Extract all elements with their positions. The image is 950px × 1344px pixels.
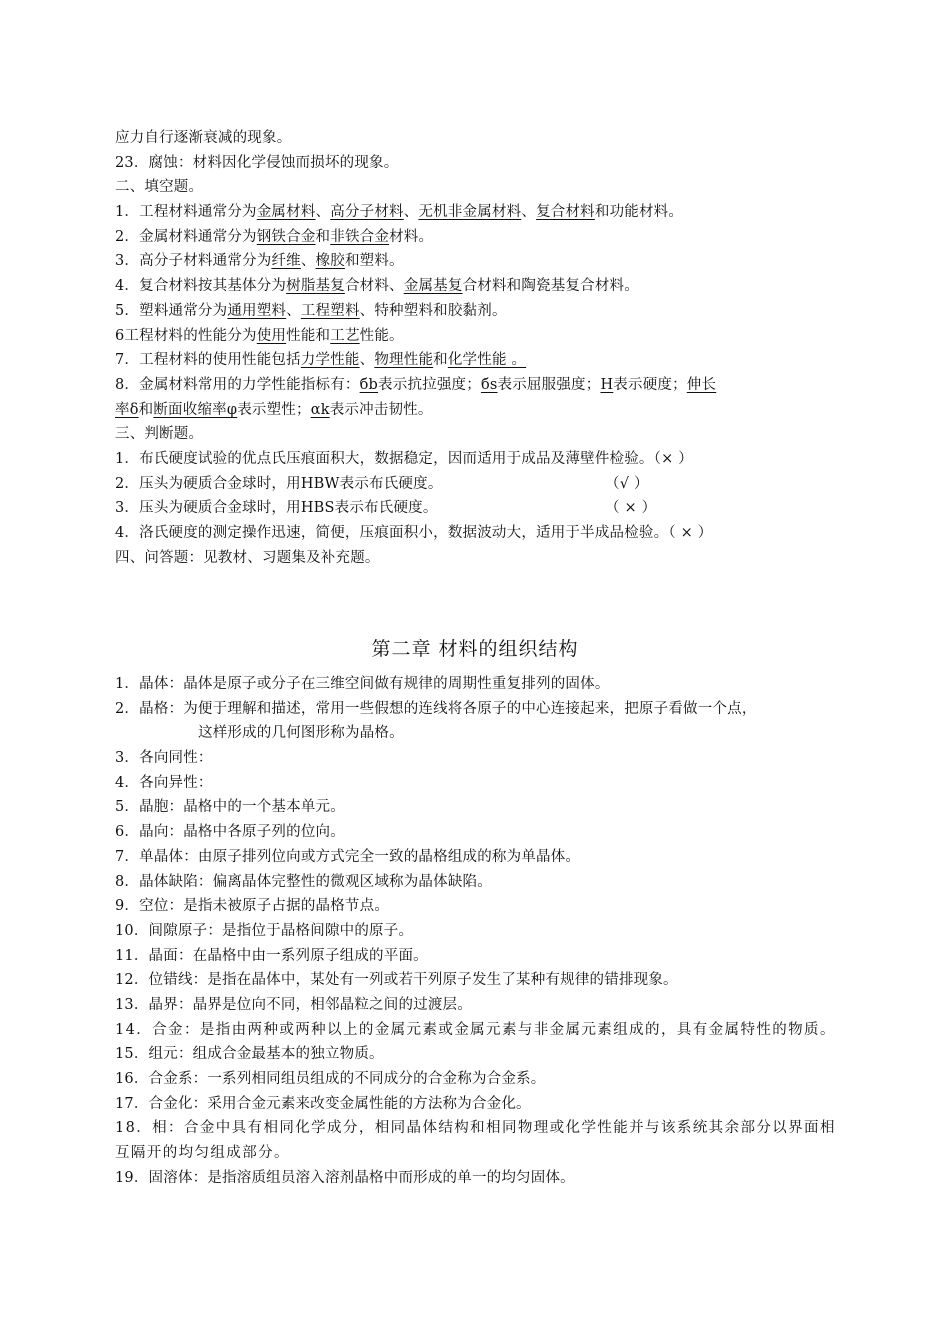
fill-answer: 工程塑料: [300, 302, 360, 319]
fill-answer: 力学性能: [300, 352, 360, 369]
definition-item: 7．单晶体：由原子排列位向或方式完全一致的晶格组成的称为单晶体。: [115, 848, 581, 865]
text-line: 应力自行逐渐衰减的现象。: [115, 130, 292, 146]
fill-answer: H: [600, 376, 614, 393]
definition-item: 9．空位：是指未被原子占据的晶格节点。: [115, 898, 390, 915]
judge-question-1: 1．布氏硬度试验的优点氏压痕面积大，数据稳定，因而适用于成品及薄壁件检验。（× ）: [115, 450, 693, 467]
fill-answer: 伸长: [686, 376, 717, 393]
judge-mark: （ × ）: [605, 500, 657, 517]
fill-answer: 使用: [256, 327, 287, 344]
fill-question-7: 7．工程材料的使用性能包括力学性能、物理性能和化学性能 。: [115, 352, 527, 369]
section-heading: 三、判断题。: [115, 426, 204, 443]
fill-answer: αk: [310, 401, 330, 418]
fill-answer: 高分子材料: [330, 204, 404, 221]
definition-item: 15．组元：组成合金最基本的独立物质。: [115, 1046, 384, 1063]
definition-item: 5．晶胞：晶格中的一个基本单元。: [115, 799, 345, 816]
fill-question-5: 5．塑料通常分为通用塑料、工程塑料、特种塑料和胶黏剂。: [115, 302, 507, 319]
fill-question-1: 1．工程材料通常分为金属材料、高分子材料、无机非金属材料、复合材料和功能材料。: [115, 204, 684, 221]
judge-question-2: 2．压头为硬质合金球时，用HBW表示布氏硬度。 （√ ）: [115, 475, 649, 492]
fill-answer: 无机非金属材料: [418, 204, 522, 221]
definition-item: 11．晶面：在晶格中由一系列原子组成的平面。: [115, 947, 428, 964]
fill-answer: 物理性能: [374, 352, 434, 369]
fill-answer: бb: [359, 376, 379, 393]
fill-question-8: 8．金属材料常用的力学性能指标有：бb表示抗拉强度；бs表示屈服强度；H表示硬度；伸长: [115, 376, 717, 393]
judge-mark: （× ）: [653, 450, 693, 467]
section-heading: 四、问答题：见教材、习题集及补充题。: [115, 549, 380, 566]
section-heading: 二、填空题。: [115, 179, 204, 196]
definition-item: 8．晶体缺陷：偏离晶体完整性的微观区域称为晶体缺陷。: [115, 873, 492, 890]
fill-answer: 钢铁合金: [256, 228, 316, 245]
fill-question-8-cont: 率δ和断面收缩率φ表示塑性；αk表示冲击韧性。: [115, 401, 433, 418]
definition-item: 6．晶向：晶格中各原子列的位向。: [115, 824, 345, 841]
definition-item: 17．合金化：采用合金元素来改变金属性能的方法称为合金化。: [115, 1095, 531, 1112]
fill-answer: 橡胶: [315, 253, 345, 270]
chapter1-answers: [115, 126, 850, 570]
chapter2-definitions: [115, 672, 850, 1190]
judge-question-3: 3．压头为硬质合金球时，用HBS表示布氏硬度。 （ × ）: [115, 500, 657, 517]
fill-answer: 树脂基复: [286, 278, 345, 295]
fill-answer: 非铁合金: [330, 228, 390, 245]
fill-question-3: 3．高分子材料通常分为纤维、橡胶和塑料。: [115, 253, 404, 270]
definition-item-cont: 这样形成的几何图形称为晶格。: [198, 725, 404, 742]
judge-question-4: 4．洛氏硬度的测定操作迅速，简便，压痕面积小，数据波动大，适用于半成品检验。（ × ）: [115, 525, 713, 541]
definition-item: 10．间隙原子：是指位于晶格间隙中的原子。: [115, 922, 414, 939]
definition-item: 1．晶体：晶体是原子或分子在三维空间做有规律的周期性重复排列的固体。: [115, 676, 610, 692]
text-line: 23．腐蚀：材料因化学侵蚀而损坏的现象。: [115, 154, 399, 171]
definition-item: 3．各向同性：: [115, 750, 213, 767]
definition-item: 18．相：合金中具有相同化学成分，相同晶体结构和相同物理或化学性能并与该系统其余部分以界面相互隔开的均匀组成部分。: [115, 1120, 836, 1162]
judge-mark: （√ ）: [605, 475, 649, 492]
chapter-title: 第二章 材料的组织结构: [371, 638, 579, 660]
fill-question-4: 4．复合材料按其基体分为树脂基复合材料、金属基复合材料和陶瓷基复合材料。: [115, 278, 639, 295]
fill-answer: 纤维: [271, 253, 301, 270]
definition-item: 12．位错线：是指在晶体中，某处有一列或若干列原子发生了某种有规律的错排现象。: [115, 972, 678, 989]
fill-question-2: 2．金属材料通常分为钢铁合金和非铁合金材料。: [115, 228, 434, 245]
definition-item: 13．晶界：晶界是位向不同，相邻晶粒之间的过渡层。: [115, 996, 472, 1013]
definition-item: 19．固溶体：是指溶质组员溶入溶剂晶格中而形成的单一的均匀固体。: [115, 1169, 575, 1186]
fill-answer: 工艺: [330, 327, 360, 344]
definition-item: 2．晶格：为便于理解和描述，常用一些假想的连线将各原子的中心连接起来，把原子看做一个点，: [115, 700, 757, 717]
judge-mark: （ × ）: [668, 525, 713, 541]
fill-question-6: 6工程材料的性能分为使用性能和工艺性能。: [115, 327, 404, 344]
fill-answer: 复合材料: [536, 204, 595, 221]
fill-answer: 金属材料: [256, 204, 316, 221]
fill-answer: 金属基复: [403, 278, 463, 295]
definition-item: 16．合金系：一系列相同组员组成的不同成分的合金称为合金系。: [115, 1071, 546, 1088]
definition-item: 4．各向异性：: [115, 774, 213, 791]
definition-item: 14．合金：是指由两种或两种以上的金属元素或金属元素与非金属元素组成的，具有金属特性的物质。: [115, 1021, 836, 1038]
fill-answer: 断面收缩率φ: [153, 401, 238, 418]
fill-answer: 通用塑料: [227, 302, 287, 319]
fill-answer: бs: [480, 376, 498, 393]
fill-answer: 化学性能 。: [447, 352, 527, 369]
fill-answer: 率δ: [115, 401, 139, 418]
